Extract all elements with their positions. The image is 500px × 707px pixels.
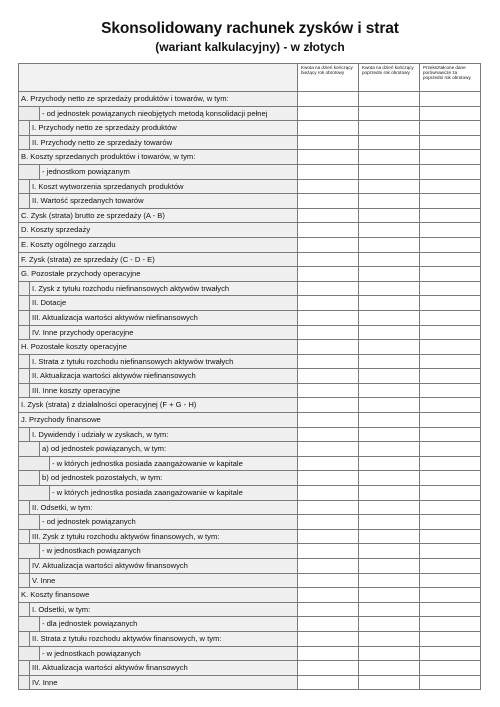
- value-restated-previous-year-cell[interactable]: [420, 559, 481, 574]
- value-current-year-cell[interactable]: [298, 164, 359, 179]
- value-restated-previous-year-cell[interactable]: [420, 267, 481, 282]
- row-description-cell: [19, 135, 298, 150]
- value-previous-year-cell[interactable]: [359, 631, 420, 646]
- indent-cell: [19, 136, 30, 150]
- row-description-cell: [19, 106, 298, 121]
- column-header-current-year: Kwota na dzień kończący bieżący rok obrotowy: [298, 64, 359, 92]
- row-label: IV. Inne: [30, 676, 297, 690]
- table-row: [19, 588, 481, 603]
- column-header-restated-previous-year: Przekształcone dane porównawcze za poprzedni rok obrotowy: [420, 64, 481, 92]
- row-description-cell: [19, 500, 298, 515]
- row-description-cell: [19, 296, 298, 311]
- value-previous-year-cell[interactable]: [359, 267, 420, 282]
- value-previous-year-cell[interactable]: [359, 296, 420, 311]
- indent-cell: [19, 661, 30, 675]
- row-description-cell: [19, 383, 298, 398]
- value-current-year-cell[interactable]: [298, 135, 359, 150]
- value-previous-year-cell[interactable]: [359, 383, 420, 398]
- indent-cell: [19, 180, 30, 194]
- value-restated-previous-year-cell[interactable]: [420, 252, 481, 267]
- value-restated-previous-year-cell[interactable]: [420, 281, 481, 296]
- value-previous-year-cell[interactable]: [359, 413, 420, 428]
- value-current-year-cell[interactable]: [298, 573, 359, 588]
- table-row: [19, 398, 481, 413]
- value-previous-year-cell[interactable]: [359, 252, 420, 267]
- value-previous-year-cell[interactable]: [359, 223, 420, 238]
- row-label: - jednostkom powiązanym: [40, 165, 297, 179]
- value-previous-year-cell[interactable]: [359, 661, 420, 676]
- table-row: [19, 223, 481, 238]
- indent-cell: [19, 369, 30, 383]
- row-label: J. Przychody finansowe: [19, 413, 297, 427]
- table-row: [19, 675, 481, 690]
- value-previous-year-cell[interactable]: [359, 544, 420, 559]
- table-row: [19, 661, 481, 676]
- value-restated-previous-year-cell[interactable]: [420, 602, 481, 617]
- value-restated-previous-year-cell[interactable]: [420, 398, 481, 413]
- row-label: b) od jednostek pozostałych, w tym:: [40, 471, 297, 485]
- indent-cell: [19, 457, 50, 471]
- value-previous-year-cell[interactable]: [359, 486, 420, 501]
- value-restated-previous-year-cell[interactable]: [420, 354, 481, 369]
- value-current-year-cell[interactable]: [298, 92, 359, 107]
- value-previous-year-cell[interactable]: [359, 515, 420, 530]
- header-blank-cell: [19, 64, 298, 92]
- table-row: [19, 456, 481, 471]
- row-description-cell: [19, 559, 298, 574]
- table-row: [19, 413, 481, 428]
- indent-cell: [19, 617, 40, 631]
- table-row: [19, 150, 481, 165]
- value-previous-year-cell[interactable]: [359, 675, 420, 690]
- value-current-year-cell[interactable]: [298, 267, 359, 282]
- table-row: [19, 383, 481, 398]
- value-previous-year-cell[interactable]: [359, 135, 420, 150]
- row-description-cell: [19, 471, 298, 486]
- table-row: [19, 208, 481, 223]
- value-previous-year-cell[interactable]: [359, 92, 420, 107]
- row-label: H. Pozostałe koszty operacyjne: [19, 340, 297, 354]
- table-row: [19, 252, 481, 267]
- row-label: I. Zysk (strata) z działalności operacyjnej (F + G - H): [19, 398, 297, 412]
- value-restated-previous-year-cell[interactable]: [420, 471, 481, 486]
- table-row: [19, 427, 481, 442]
- row-description-cell: [19, 486, 298, 501]
- indent-cell: [19, 486, 50, 500]
- indent-cell: [19, 530, 30, 544]
- row-description-cell: [19, 223, 298, 238]
- row-description-cell: [19, 164, 298, 179]
- value-restated-previous-year-cell[interactable]: [420, 661, 481, 676]
- indent-cell: [19, 574, 30, 588]
- row-label: I. Zysk z tytułu rozchodu niefinansowych aktywów trwałych: [30, 282, 297, 296]
- value-previous-year-cell[interactable]: [359, 559, 420, 574]
- value-restated-previous-year-cell[interactable]: [420, 121, 481, 136]
- table-row: [19, 121, 481, 136]
- value-current-year-cell[interactable]: [298, 208, 359, 223]
- value-previous-year-cell[interactable]: [359, 617, 420, 632]
- table-row: [19, 544, 481, 559]
- table-row: [19, 106, 481, 121]
- row-description-cell: [19, 121, 298, 136]
- table-row: [19, 559, 481, 574]
- value-current-year-cell[interactable]: [298, 252, 359, 267]
- row-label: G. Pozostałe przychody operacyjne: [19, 267, 297, 281]
- value-current-year-cell[interactable]: [298, 354, 359, 369]
- value-previous-year-cell[interactable]: [359, 529, 420, 544]
- row-label: B. Koszty sprzedanych produktów i towarów, w tym:: [19, 150, 297, 164]
- row-description-cell: [19, 631, 298, 646]
- row-label: - od jednostek powiązanych nieobjętych metodą konsolidacji pełnej: [40, 107, 297, 121]
- row-label: I. Przychody netto ze sprzedaży produktów: [30, 121, 297, 135]
- value-restated-previous-year-cell[interactable]: [420, 515, 481, 530]
- value-previous-year-cell[interactable]: [359, 281, 420, 296]
- value-restated-previous-year-cell[interactable]: [420, 617, 481, 632]
- row-label: IV. Inne przychody operacyjne: [30, 326, 297, 340]
- table-row: [19, 442, 481, 457]
- value-restated-previous-year-cell[interactable]: [420, 92, 481, 107]
- value-current-year-cell[interactable]: [298, 413, 359, 428]
- row-label: II. Strata z tytułu rozchodu aktywów finansowych, w tym:: [30, 632, 297, 646]
- row-description-cell: [19, 267, 298, 282]
- table-row: [19, 617, 481, 632]
- value-current-year-cell[interactable]: [298, 456, 359, 471]
- value-restated-previous-year-cell[interactable]: [420, 135, 481, 150]
- table-row: [19, 135, 481, 150]
- indent-cell: [19, 544, 40, 558]
- value-restated-previous-year-cell[interactable]: [420, 369, 481, 384]
- row-description-cell: [19, 573, 298, 588]
- value-restated-previous-year-cell[interactable]: [420, 588, 481, 603]
- row-label: - od jednostek powiązanych: [40, 515, 297, 529]
- value-restated-previous-year-cell[interactable]: [420, 208, 481, 223]
- value-current-year-cell[interactable]: [298, 383, 359, 398]
- row-label: IV. Aktualizacja wartości aktywów finansowych: [30, 559, 297, 573]
- row-description-cell: [19, 427, 298, 442]
- value-previous-year-cell[interactable]: [359, 456, 420, 471]
- table-row: [19, 325, 481, 340]
- row-description-cell: [19, 237, 298, 252]
- value-restated-previous-year-cell[interactable]: [420, 179, 481, 194]
- indent-cell: [19, 384, 30, 398]
- value-current-year-cell[interactable]: [298, 646, 359, 661]
- table-body: [19, 92, 481, 690]
- value-current-year-cell[interactable]: [298, 369, 359, 384]
- table-row: [19, 515, 481, 530]
- table-row: [19, 369, 481, 384]
- indent-cell: [19, 442, 40, 456]
- value-previous-year-cell[interactable]: [359, 179, 420, 194]
- value-current-year-cell[interactable]: [298, 544, 359, 559]
- value-current-year-cell[interactable]: [298, 471, 359, 486]
- indent-cell: [19, 559, 30, 573]
- indent-cell: [19, 676, 30, 690]
- table-row: [19, 237, 481, 252]
- row-description-cell: [19, 179, 298, 194]
- row-label: F. Zysk (strata) ze sprzedaży (C - D - E): [19, 253, 297, 267]
- value-restated-previous-year-cell[interactable]: [420, 194, 481, 209]
- header-row: [19, 64, 481, 92]
- row-label: III. Zysk z tytułu rozchodu aktywów finansowych, w tym:: [30, 530, 297, 544]
- indent-cell: [19, 647, 40, 661]
- table-row: [19, 179, 481, 194]
- row-label: II. Dotacje: [30, 296, 297, 310]
- value-previous-year-cell[interactable]: [359, 500, 420, 515]
- value-previous-year-cell[interactable]: [359, 150, 420, 165]
- value-previous-year-cell[interactable]: [359, 398, 420, 413]
- table-row: [19, 573, 481, 588]
- value-restated-previous-year-cell[interactable]: [420, 500, 481, 515]
- indent-cell: [19, 515, 40, 529]
- row-label: III. Aktualizacja wartości aktywów finansowych: [30, 661, 297, 675]
- value-previous-year-cell[interactable]: [359, 208, 420, 223]
- value-previous-year-cell[interactable]: [359, 369, 420, 384]
- row-label: I. Dywidendy i udziały w zyskach, w tym:: [30, 428, 297, 442]
- row-label: II. Przychody netto ze sprzedaży towarów: [30, 136, 297, 150]
- value-current-year-cell[interactable]: [298, 281, 359, 296]
- value-restated-previous-year-cell[interactable]: [420, 310, 481, 325]
- value-restated-previous-year-cell[interactable]: [420, 296, 481, 311]
- row-label: I. Strata z tytułu rozchodu niefinansowych aktywów trwałych: [30, 355, 297, 369]
- value-current-year-cell[interactable]: [298, 588, 359, 603]
- indent-cell: [19, 471, 40, 485]
- row-label: A. Przychody netto ze sprzedaży produktów i towarów, w tym:: [19, 92, 297, 106]
- report-subtitle: (wariant kalkulacyjny) - w złotych: [155, 40, 345, 54]
- indent-cell: [19, 632, 30, 646]
- row-description-cell: [19, 92, 298, 107]
- table-row: [19, 267, 481, 282]
- value-restated-previous-year-cell[interactable]: [420, 383, 481, 398]
- row-description-cell: [19, 515, 298, 530]
- table-row: [19, 92, 481, 107]
- value-current-year-cell[interactable]: [298, 340, 359, 355]
- value-current-year-cell[interactable]: [298, 325, 359, 340]
- table-row: [19, 194, 481, 209]
- value-previous-year-cell[interactable]: [359, 427, 420, 442]
- value-restated-previous-year-cell[interactable]: [420, 442, 481, 457]
- value-previous-year-cell[interactable]: [359, 310, 420, 325]
- row-label: a) od jednostek powiązanych, w tym:: [40, 442, 297, 456]
- row-description-cell: [19, 602, 298, 617]
- value-previous-year-cell[interactable]: [359, 340, 420, 355]
- value-current-year-cell[interactable]: [298, 150, 359, 165]
- table-row: [19, 340, 481, 355]
- value-current-year-cell[interactable]: [298, 296, 359, 311]
- row-description-cell: [19, 675, 298, 690]
- value-current-year-cell[interactable]: [298, 398, 359, 413]
- value-restated-previous-year-cell[interactable]: [420, 223, 481, 238]
- value-current-year-cell[interactable]: [298, 442, 359, 457]
- row-label: II. Aktualizacja wartości aktywów niefinansowych: [30, 369, 297, 383]
- value-previous-year-cell[interactable]: [359, 121, 420, 136]
- value-previous-year-cell[interactable]: [359, 646, 420, 661]
- value-current-year-cell[interactable]: [298, 559, 359, 574]
- value-restated-previous-year-cell[interactable]: [420, 675, 481, 690]
- row-description-cell: [19, 150, 298, 165]
- value-current-year-cell[interactable]: [298, 602, 359, 617]
- row-description-cell: [19, 310, 298, 325]
- indent-cell: [19, 501, 30, 515]
- value-current-year-cell[interactable]: [298, 661, 359, 676]
- value-current-year-cell[interactable]: [298, 237, 359, 252]
- row-label: - w których jednostka posiada zaangażowanie w kapitale: [50, 457, 297, 471]
- value-current-year-cell[interactable]: [298, 310, 359, 325]
- row-description-cell: [19, 194, 298, 209]
- value-restated-previous-year-cell[interactable]: [420, 544, 481, 559]
- value-previous-year-cell[interactable]: [359, 354, 420, 369]
- indent-cell: [19, 107, 40, 121]
- row-label: II. Wartość sprzedanych towarów: [30, 194, 297, 208]
- row-description-cell: [19, 456, 298, 471]
- row-label: I. Koszt wytworzenia sprzedanych produktów: [30, 180, 297, 194]
- row-label: K. Koszty finansowe: [19, 588, 297, 602]
- indent-cell: [19, 311, 30, 325]
- value-restated-previous-year-cell[interactable]: [420, 646, 481, 661]
- value-current-year-cell[interactable]: [298, 223, 359, 238]
- value-previous-year-cell[interactable]: [359, 194, 420, 209]
- value-restated-previous-year-cell[interactable]: [420, 237, 481, 252]
- value-restated-previous-year-cell[interactable]: [420, 164, 481, 179]
- row-description-cell: [19, 617, 298, 632]
- row-label: III. Inne koszty operacyjne: [30, 384, 297, 398]
- report-title: Skonsolidowany rachunek zysków i strat: [101, 20, 399, 37]
- table-row: [19, 500, 481, 515]
- row-label: - w jednostkach powiązanych: [40, 544, 297, 558]
- row-description-cell: [19, 661, 298, 676]
- row-description-cell: [19, 325, 298, 340]
- value-current-year-cell[interactable]: [298, 121, 359, 136]
- row-description-cell: [19, 208, 298, 223]
- row-label: D. Koszty sprzedaży: [19, 223, 297, 237]
- column-header-previous-year: Kwota na dzień kończący poprzedni rok obrotowy: [359, 64, 420, 92]
- indent-cell: [19, 428, 30, 442]
- row-label: I. Odsetki, w tym:: [30, 603, 297, 617]
- row-description-cell: [19, 544, 298, 559]
- row-description-cell: [19, 281, 298, 296]
- indent-cell: [19, 355, 30, 369]
- income-statement-table: [18, 63, 481, 690]
- table-row: [19, 471, 481, 486]
- row-description-cell: [19, 442, 298, 457]
- value-restated-previous-year-cell[interactable]: [420, 340, 481, 355]
- value-restated-previous-year-cell[interactable]: [420, 325, 481, 340]
- value-current-year-cell[interactable]: [298, 529, 359, 544]
- row-description-cell: [19, 354, 298, 369]
- row-description-cell: [19, 398, 298, 413]
- table-row: [19, 631, 481, 646]
- value-restated-previous-year-cell[interactable]: [420, 150, 481, 165]
- row-label: - w jednostkach powiązanych: [40, 647, 297, 661]
- value-previous-year-cell[interactable]: [359, 588, 420, 603]
- row-description-cell: [19, 588, 298, 603]
- value-current-year-cell[interactable]: [298, 106, 359, 121]
- table-row: [19, 602, 481, 617]
- value-previous-year-cell[interactable]: [359, 325, 420, 340]
- value-restated-previous-year-cell[interactable]: [420, 427, 481, 442]
- table-row: [19, 310, 481, 325]
- value-previous-year-cell[interactable]: [359, 106, 420, 121]
- table-row: [19, 281, 481, 296]
- row-label: - dla jednostek powiązanych: [40, 617, 297, 631]
- indent-cell: [19, 121, 30, 135]
- indent-cell: [19, 194, 30, 208]
- row-label: C. Zysk (strata) brutto ze sprzedaży (A - B): [19, 209, 297, 223]
- value-restated-previous-year-cell[interactable]: [420, 413, 481, 428]
- table-row: [19, 296, 481, 311]
- value-current-year-cell[interactable]: [298, 194, 359, 209]
- row-label: - w których jednostka posiada zaangażowanie w kapitale: [50, 486, 297, 500]
- value-current-year-cell[interactable]: [298, 179, 359, 194]
- value-current-year-cell[interactable]: [298, 675, 359, 690]
- value-previous-year-cell[interactable]: [359, 164, 420, 179]
- row-label: E. Koszty ogólnego zarządu: [19, 238, 297, 252]
- indent-cell: [19, 603, 30, 617]
- value-current-year-cell[interactable]: [298, 486, 359, 501]
- row-description-cell: [19, 646, 298, 661]
- value-restated-previous-year-cell[interactable]: [420, 106, 481, 121]
- value-restated-previous-year-cell[interactable]: [420, 486, 481, 501]
- value-previous-year-cell[interactable]: [359, 573, 420, 588]
- table-row: [19, 529, 481, 544]
- value-restated-previous-year-cell[interactable]: [420, 529, 481, 544]
- row-description-cell: [19, 252, 298, 267]
- indent-cell: [19, 165, 40, 179]
- indent-cell: [19, 296, 30, 310]
- table-row: [19, 646, 481, 661]
- row-description-cell: [19, 529, 298, 544]
- value-restated-previous-year-cell[interactable]: [420, 573, 481, 588]
- table-row: [19, 354, 481, 369]
- row-description-cell: [19, 413, 298, 428]
- value-current-year-cell[interactable]: [298, 427, 359, 442]
- row-label: II. Odsetki, w tym:: [30, 501, 297, 515]
- value-previous-year-cell[interactable]: [359, 471, 420, 486]
- value-restated-previous-year-cell[interactable]: [420, 456, 481, 471]
- row-label: III. Aktualizacja wartości aktywów niefinansowych: [30, 311, 297, 325]
- table-row: [19, 164, 481, 179]
- value-restated-previous-year-cell[interactable]: [420, 631, 481, 646]
- row-description-cell: [19, 340, 298, 355]
- table-row: [19, 486, 481, 501]
- value-previous-year-cell[interactable]: [359, 442, 420, 457]
- value-current-year-cell[interactable]: [298, 631, 359, 646]
- indent-cell: [19, 326, 30, 340]
- indent-cell: [19, 282, 30, 296]
- value-previous-year-cell[interactable]: [359, 602, 420, 617]
- value-current-year-cell[interactable]: [298, 515, 359, 530]
- row-label: V. Inne: [30, 574, 297, 588]
- value-previous-year-cell[interactable]: [359, 237, 420, 252]
- value-current-year-cell[interactable]: [298, 617, 359, 632]
- row-description-cell: [19, 369, 298, 384]
- value-current-year-cell[interactable]: [298, 500, 359, 515]
